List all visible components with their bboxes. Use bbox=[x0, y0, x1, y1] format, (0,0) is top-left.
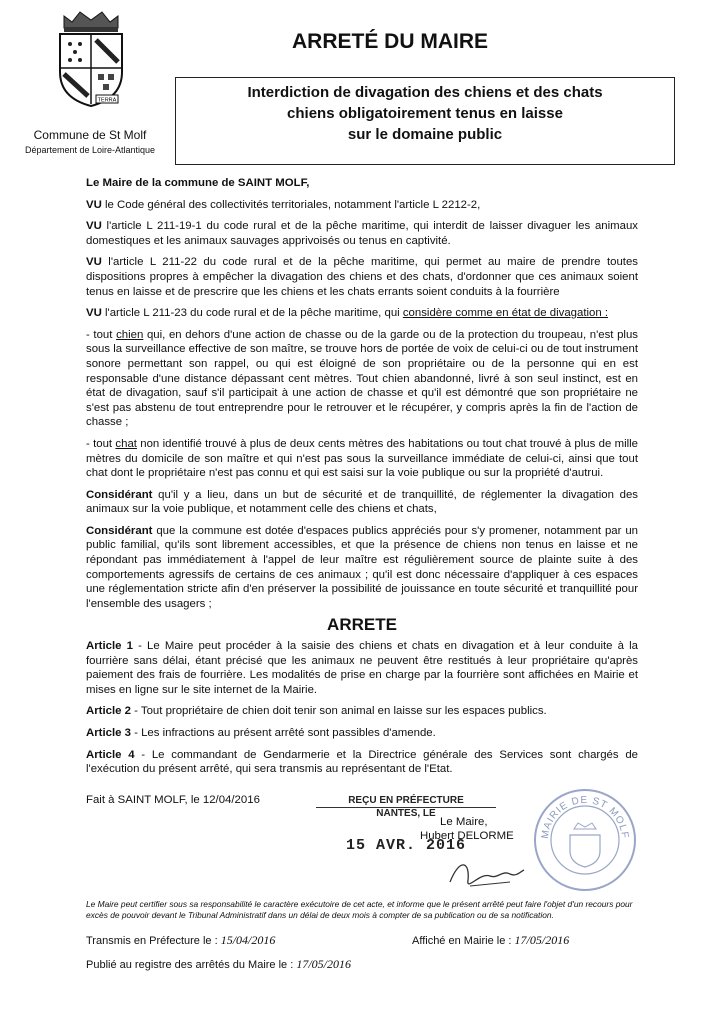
decree-body bbox=[86, 176, 638, 814]
mayor-role: Le Maire, bbox=[440, 816, 488, 828]
handwritten-signature bbox=[440, 852, 530, 897]
considerant-text: qu'il y a lieu, dans un but de sécurité et de tranquillité, de réglementer la divagation des animaux sur la voie publique, et notamment celle des chiens et chats, bbox=[86, 488, 638, 516]
article-3 bbox=[86, 726, 638, 741]
affiche-label: Affiché en Mairie le : bbox=[412, 935, 512, 947]
article-label: Article 4 bbox=[86, 748, 135, 761]
dog-text: qui, en dehors d'une action de chasse ou de la garde ou de la protection du troupeau, n'est plus sous la surveillance effective de son maître, se trouve hors de portée de voix de celui-ci ou de tout instrument sonore permettant son rappel, ou qui est éloigné de son propriétaire ou de la personne qui en est responsable d'une distance dépassant cent mètres. Tout chien abandonné, livré à son seul instinct, est en état de divagation, sauf s'il participait à une action de chasse et qu'il est démontré que son propriétaire ne s'est pas abstenu de tout entreprendre pour le retrouver et le récupérer, y compris après la fin de l'action de chasse ; bbox=[86, 328, 638, 429]
cat-definition bbox=[86, 437, 638, 481]
subject-line-3: sur le domaine public bbox=[347, 126, 503, 143]
seal-text: MAIRIE DE ST MOLF bbox=[539, 794, 631, 840]
vu-label: VU bbox=[86, 220, 102, 233]
stamp-date: 15 AVR. 2016 bbox=[345, 837, 467, 854]
vu-paragraph-1 bbox=[86, 198, 638, 213]
vu-label: VU bbox=[86, 198, 102, 211]
crest-motto: TERRA bbox=[97, 97, 117, 104]
considerant-1 bbox=[86, 488, 638, 517]
transmis-label: Transmis en Préfecture le : bbox=[86, 935, 218, 947]
vu-label: VU bbox=[86, 307, 102, 320]
vu-paragraph-2 bbox=[86, 219, 638, 248]
arrete-heading: ARRETE bbox=[327, 615, 397, 635]
dog-word: chien bbox=[116, 328, 144, 341]
legal-footnote: Le Maire peut certifier sous sa responsabilité le caractère exécutoire de cet acte, et informe que le présent arrêté peut faire l'objet d'un recours pour excès de pouvoir devant le Tribunal Administratif dans un délai de deux mois à compter de sa publication ou de sa notification. bbox=[86, 899, 633, 920]
article-text: - Les infractions au présent arrêté sont passibles d'amende. bbox=[130, 727, 436, 739]
transmis-line bbox=[86, 933, 386, 948]
considerant-text: que la commune est dotée d'espaces publics appréciés pour s'y promener, notamment par un public familial, qu'ils sont librement accessibles, et que la présence de chiens non tenus en laisse et ne répondant pas immédiatement à l'appel de leur maître est régulièrement source de plainte suite à des comportements agressifs de certains de ces animaux ; qu'il est donc nécessaire d'appliquer à ces espaces une réglementation stricte afin d'en préserver la possibilité de jouissance en toute sécurité et tranquillité pour l'ensemble des usagers ; bbox=[86, 524, 638, 610]
vu-text: l'article L 211-19-1 du code rural et de la pêche maritime, qui interdit de laisser divaguer les animaux domestiques et les animaux sauvages apprivoisés ou tenus en captivité. bbox=[86, 220, 638, 247]
page-title: ARRETÉ DU MAIRE bbox=[291, 30, 488, 53]
commune-crest-logo bbox=[50, 10, 132, 110]
vu-text: l'article L 211-22 du code rural et de la pêche maritime, qui permet au maire de prendre toutes dispositions propres à empêcher la divagation des chiens et des chats, d'ordonner que ces animaux soient tenus en laisse et de prescrire que les chiens et les chats errants soient conduits à la fourrière bbox=[86, 256, 638, 298]
vu-paragraph-3 bbox=[86, 255, 638, 299]
vu-text: l'article L 211-23 du code rural et de la pêche maritime, qui bbox=[101, 307, 403, 320]
vu-text: le Code général des collectivités territoriales, notamment l'article L 2212-2, bbox=[101, 198, 481, 211]
affiche-line bbox=[412, 933, 652, 948]
commune-name: Commune de St Molf bbox=[33, 128, 147, 142]
article-text: - Tout propriétaire de chien doit tenir son animal en laisse sur les espaces publics. bbox=[130, 705, 547, 718]
intro-line: Le Maire de la commune de SAINT MOLF, bbox=[86, 177, 310, 189]
affiche-value: 17/05/2016 bbox=[514, 933, 570, 947]
dog-definition bbox=[86, 328, 638, 430]
department-name: Département de Loire-Atlantique bbox=[24, 145, 156, 155]
transmis-value: 15/04/2016 bbox=[220, 933, 276, 947]
stamp-line-1: REÇU EN PRÉFECTURE bbox=[316, 795, 496, 808]
vu-label: VU bbox=[86, 256, 102, 269]
fait-a-line: Fait à SAINT MOLF, le 12/04/2016 bbox=[86, 793, 260, 806]
vu-paragraph-4 bbox=[86, 306, 638, 321]
subject-line-1: Interdiction de divagation des chiens et des chats bbox=[247, 84, 603, 101]
cat-text: non identifié trouvé à plus de deux cents mètres des habitations ou tout chat trouvé à plus de mille mètres du domicile de son maître et qui n'est pas sous la surveillance immédiate de celui-ci, ainsi que tout chat dont le propriétaire n'est pas connu et qui est saisi sur la voie publique ou sur la propriété d'autrui. bbox=[86, 437, 639, 480]
publie-label: Publié au registre des arrêtés du Maire le : bbox=[86, 959, 294, 971]
publie-value: 17/05/2016 bbox=[296, 957, 352, 971]
article-label: Article 3 bbox=[86, 727, 131, 739]
subject-line-2: chiens obligatoirement tenus en laisse bbox=[287, 105, 563, 122]
article-label: Article 2 bbox=[86, 705, 131, 718]
dash-prefix: - tout bbox=[86, 437, 116, 450]
mayor-signature-block bbox=[420, 815, 530, 843]
article-4 bbox=[86, 748, 638, 777]
considerant-label: Considérant bbox=[86, 524, 153, 537]
considerant-label: Considérant bbox=[86, 488, 153, 501]
stamp-line-2: NANTES, LE bbox=[376, 808, 436, 819]
subject-box bbox=[175, 77, 675, 165]
article-label: Article 1 bbox=[86, 640, 133, 653]
vu-underlined: considère comme en état de divagation : bbox=[402, 307, 609, 320]
article-1 bbox=[86, 639, 638, 697]
mayor-name: Hubert DELORME bbox=[420, 830, 514, 842]
article-text: - Le Maire peut procéder à la saisie des chiens et chats en divagation et à leur conduite à la fourrière sans délai, étant précisé que les animaux ne peuvent être restitués à leur propriétaire qu'après paiement des frais de fourrière. Les modalités de prise en charge par la fourrière sont affichées en Mairie et mises en ligne sur le site internet de la Mairie. bbox=[86, 640, 638, 696]
article-text: - Le commandant de Gendarmerie et la Directrice générale des Services sont chargés de l'exécution du présent arrêté, qui sera transmis au représentant de l'Etat. bbox=[86, 748, 639, 776]
considerant-2 bbox=[86, 524, 638, 612]
mairie-seal-stamp bbox=[530, 785, 640, 895]
publie-line bbox=[86, 957, 406, 972]
dash-prefix: - tout bbox=[86, 328, 117, 341]
article-2 bbox=[86, 704, 638, 719]
cat-word: chat bbox=[115, 437, 137, 450]
